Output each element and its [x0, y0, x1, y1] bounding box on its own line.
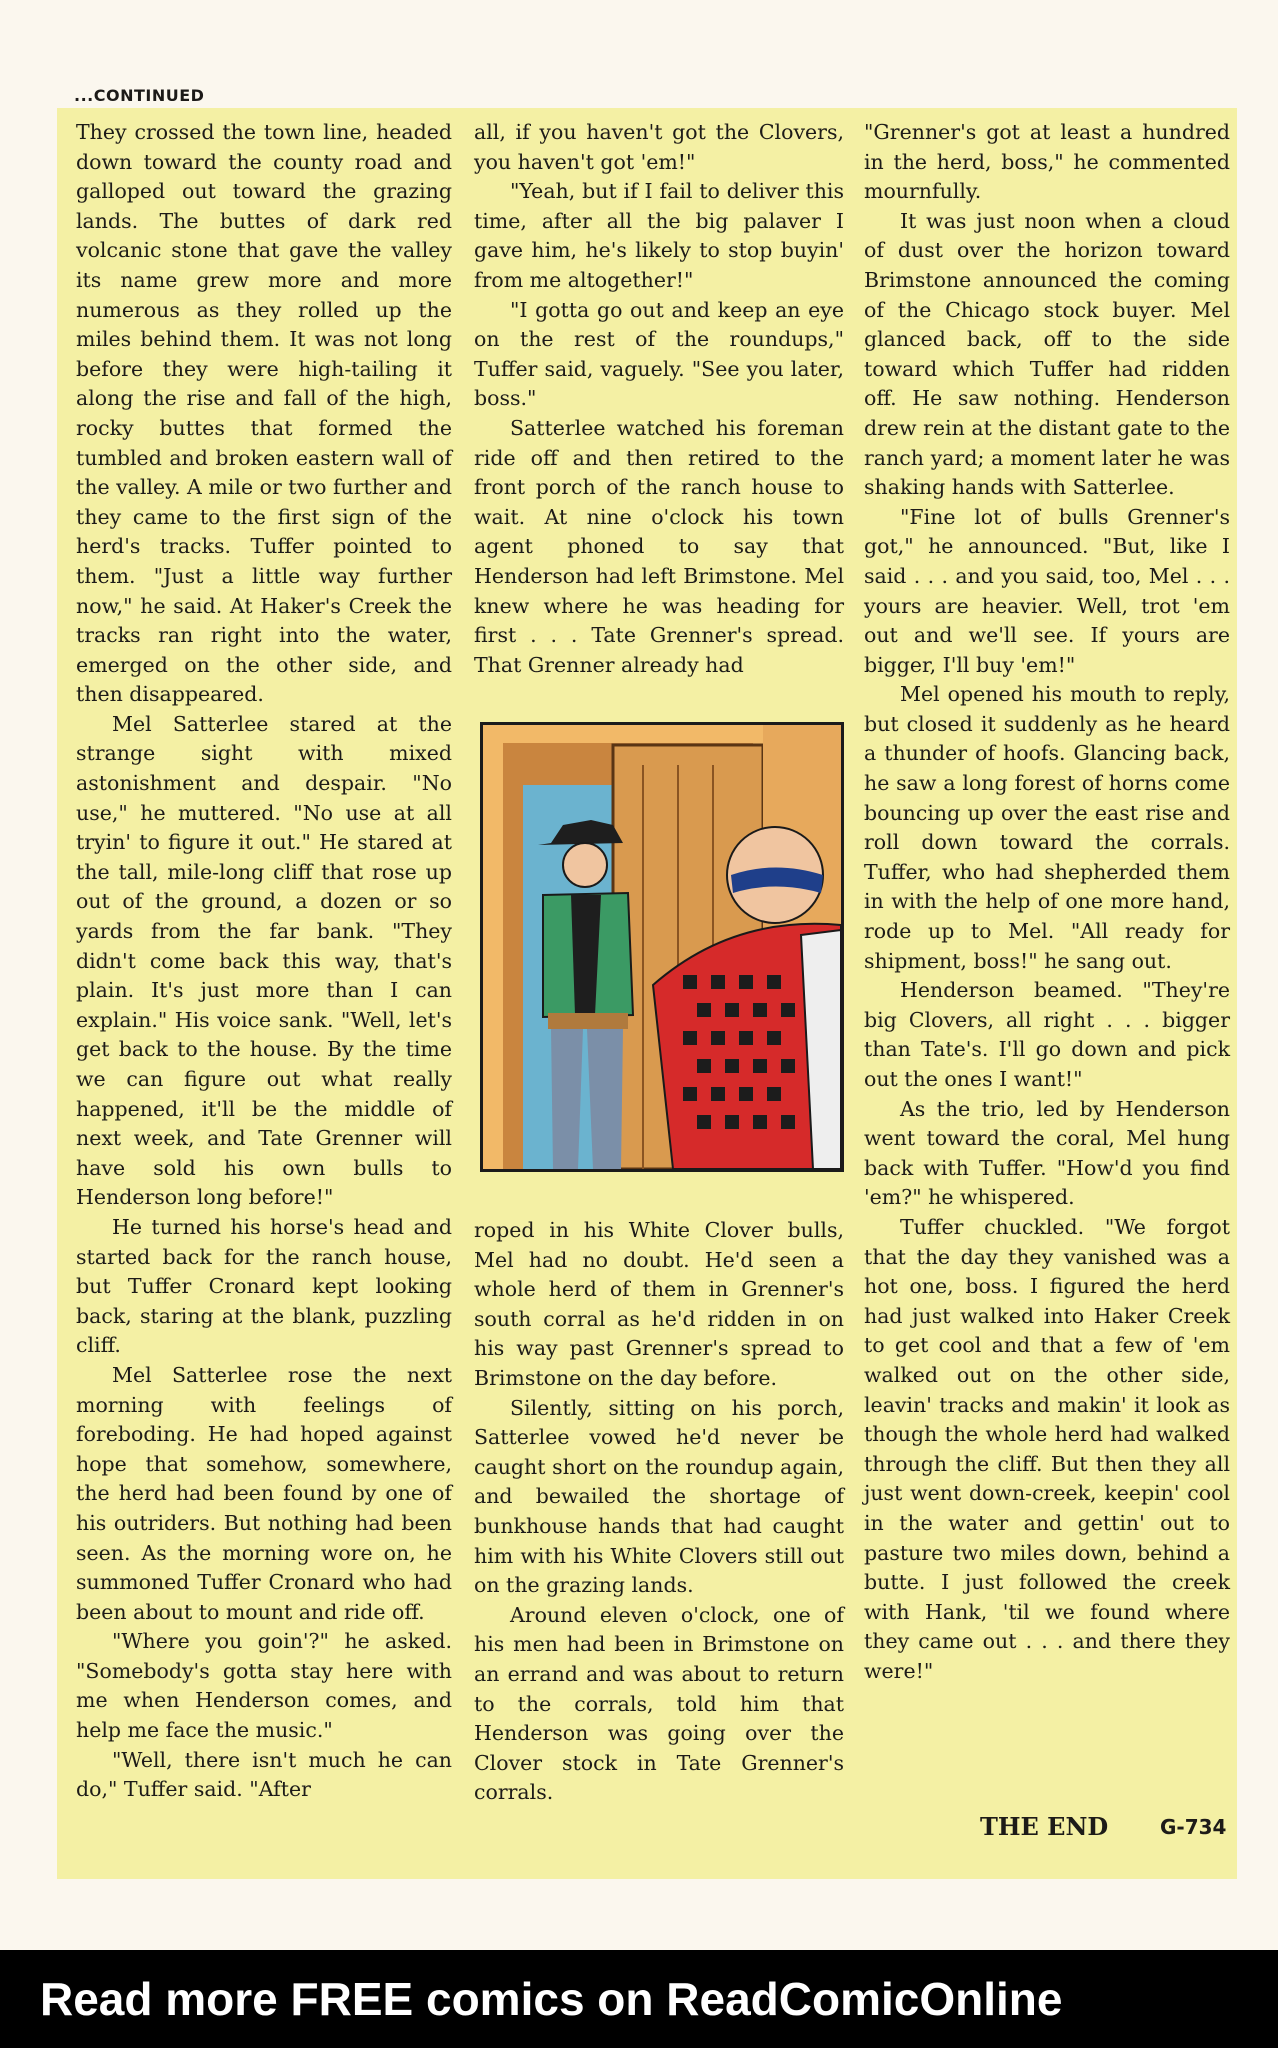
paragraph: Mel Satterlee stared at the strange sight with mixed astonishment and despair. "No use," he muttered. "No use at all tryin' to figure it out." He stared at the tall, mile-long cliff that rose up out of the ground, a dozen or so yards from the far bank. "They didn't come back this way, that's plain. It's just more than I can explain." His voice sank. "Well, let's get back to the house. By the time we can figure out what really happened, it'll be the middle of next week, and Tate Grenner will have sold his own bulls to Henderson long before!" — [76, 711, 452, 1210]
promo-banner[interactable] — [0, 1950, 1278, 2048]
paragraph: Mel Satterlee rose the next morning with feelings of foreboding. He had hoped against hope that somehow, somewhere, the herd had been found by one of his outriders. But nothing had been seen. As the morning wore on, he summoned Tuffer Cronard who had been about to mount and ride off. — [76, 1362, 452, 1624]
text-column-2-bottom — [474, 1216, 844, 1808]
paragraph: Around eleven o'clock, one of his men had been in Brimstone on an errand and was about to return to the corrals, told him that Henderson was going over the Clover stock in Tate Grenner's corrals. — [474, 1602, 844, 1805]
the-end-label: THE END — [980, 1812, 1109, 1841]
paragraph: Mel opened his mouth to reply, but closed it suddenly as he heard a thunder of hoofs. Glancing back, he saw a long forest of horns come bouncing up over the east rise and roll down toward the corrals. Tuffer, who had shepherded them in with the help of one more hand, rode up to Mel. "All ready for shipment, boss!" he sang out. — [864, 682, 1230, 973]
paragraph: Satterlee watched his foreman ride off and then retired to the front porch of the ranch house to wait. At nine o'clock his town agent phoned to say that Henderson had left Brimstone. Mel knew where he was heading for first . . . Tate Grenner's spread. That Grenner already had — [474, 415, 844, 677]
paragraph: As the trio, led by Henderson went toward the coral, Mel hung back with Tuffer. "How'd you find 'em?" he whispered. — [864, 1096, 1230, 1210]
paragraph: "Grenner's got at least a hundred in the herd, boss," he commented mournfully. — [864, 120, 1230, 204]
paragraph: "Fine lot of bulls Grenner's got," he announced. "But, like I said . . . and you said, too, Mel . . . yours are heavier. Well, trot 'em out and we'll see. If yours are bigger, I'll buy 'em!" — [864, 504, 1230, 677]
text-column-2-top — [474, 118, 844, 680]
comic-illustration — [480, 722, 844, 1172]
paragraph: "Yeah, but if I fail to deliver this time, after all the big palaver I gave him, he's likely to stop buyin' from me altogether!" — [474, 179, 844, 292]
paragraph: "Well, there isn't much he can do," Tuffer said. "After — [76, 1747, 452, 1802]
paragraph: It was just noon when a cloud of dust over the horizon toward Brimstone announced the coming of the Chicago stock buyer. Mel glanced back, off to the side toward which Tuffer had ridden off. He saw nothing. Henderson drew rein at the distant gate to the ranch yard; a moment later he was shaking hands with Satterlee. — [864, 208, 1230, 500]
paragraph: They crossed the town line, headed down toward the county road and galloped out toward the grazing lands. The buttes of dark red volcanic stone that gave the valley its name grew more and more numerous as they rolled up the miles behind them. It was not long before they were high-tailing it along the rise and fall of the high, rocky buttes that formed the tumbled and broken eastern wall of the valley. A mile or two further and they came to the first sign of the herd's tracks. Tuffer pointed to them. "Just a little way further now," he said. At Haker's Creek the tracks ran right into the water, emerged on the other side, and then disappeared. — [76, 120, 452, 707]
paragraph: Silently, sitting on his porch, Satterlee vowed he'd never be caught short on the roundup again, and bewailed the shortage of bunkhouse hands that had caught him with his White Clovers still out on the grazing lands. — [474, 1395, 844, 1598]
paragraph: all, if you haven't got the Clovers, you haven't got 'em!" — [474, 120, 844, 174]
text-column-1 — [76, 118, 452, 1805]
story-code: G-734 — [1160, 1815, 1227, 1839]
paragraph: roped in his White Clover bulls, Mel had no doubt. He'd seen a whole herd of them in Grenner's south corral as he'd ridden in on his way past Grenner's spread to Brimstone on the day before. — [474, 1218, 844, 1390]
paragraph: He turned his horse's head and started back for the ranch house, but Tuffer Cronard kept looking back, staring at the blank, puzzling cliff. — [76, 1214, 452, 1358]
paragraph: "Where you goin'?" he asked. "Somebody's gotta stay here with me when Henderson comes, and help me face the music." — [76, 1629, 452, 1743]
paragraph: "I gotta go out and keep an eye on the rest of the roundups," Tuffer said, vaguely. "See you later, boss." — [474, 297, 844, 411]
promo-banner-text[interactable]: Read more FREE comics on ReadComicOnline — [40, 1973, 1063, 2025]
text-column-3 — [864, 118, 1230, 1686]
cowboy-doorway-illustration — [483, 725, 841, 1169]
paragraph: Henderson beamed. "They're big Clovers, all right . . . bigger than Tate's. I'll go down and pick out the ones I want!" — [864, 978, 1230, 1091]
continued-label: ...CONTINUED — [74, 86, 205, 105]
paragraph: Tuffer chuckled. "We forgot that the day they vanished was a hot one, boss. I figured the herd had just walked into Haker Creek to get cool and that a few of 'em walked out on the other side, leavin' tracks and makin' it look as though the whole herd had walked through the cliff. But then they all just went down-creek, keepin' cool in the water and gettin' out to pasture two miles down, behind a butte. I just followed the creek with Hank, 'til we found where they came out . . . and there they were!" — [864, 1214, 1230, 1683]
